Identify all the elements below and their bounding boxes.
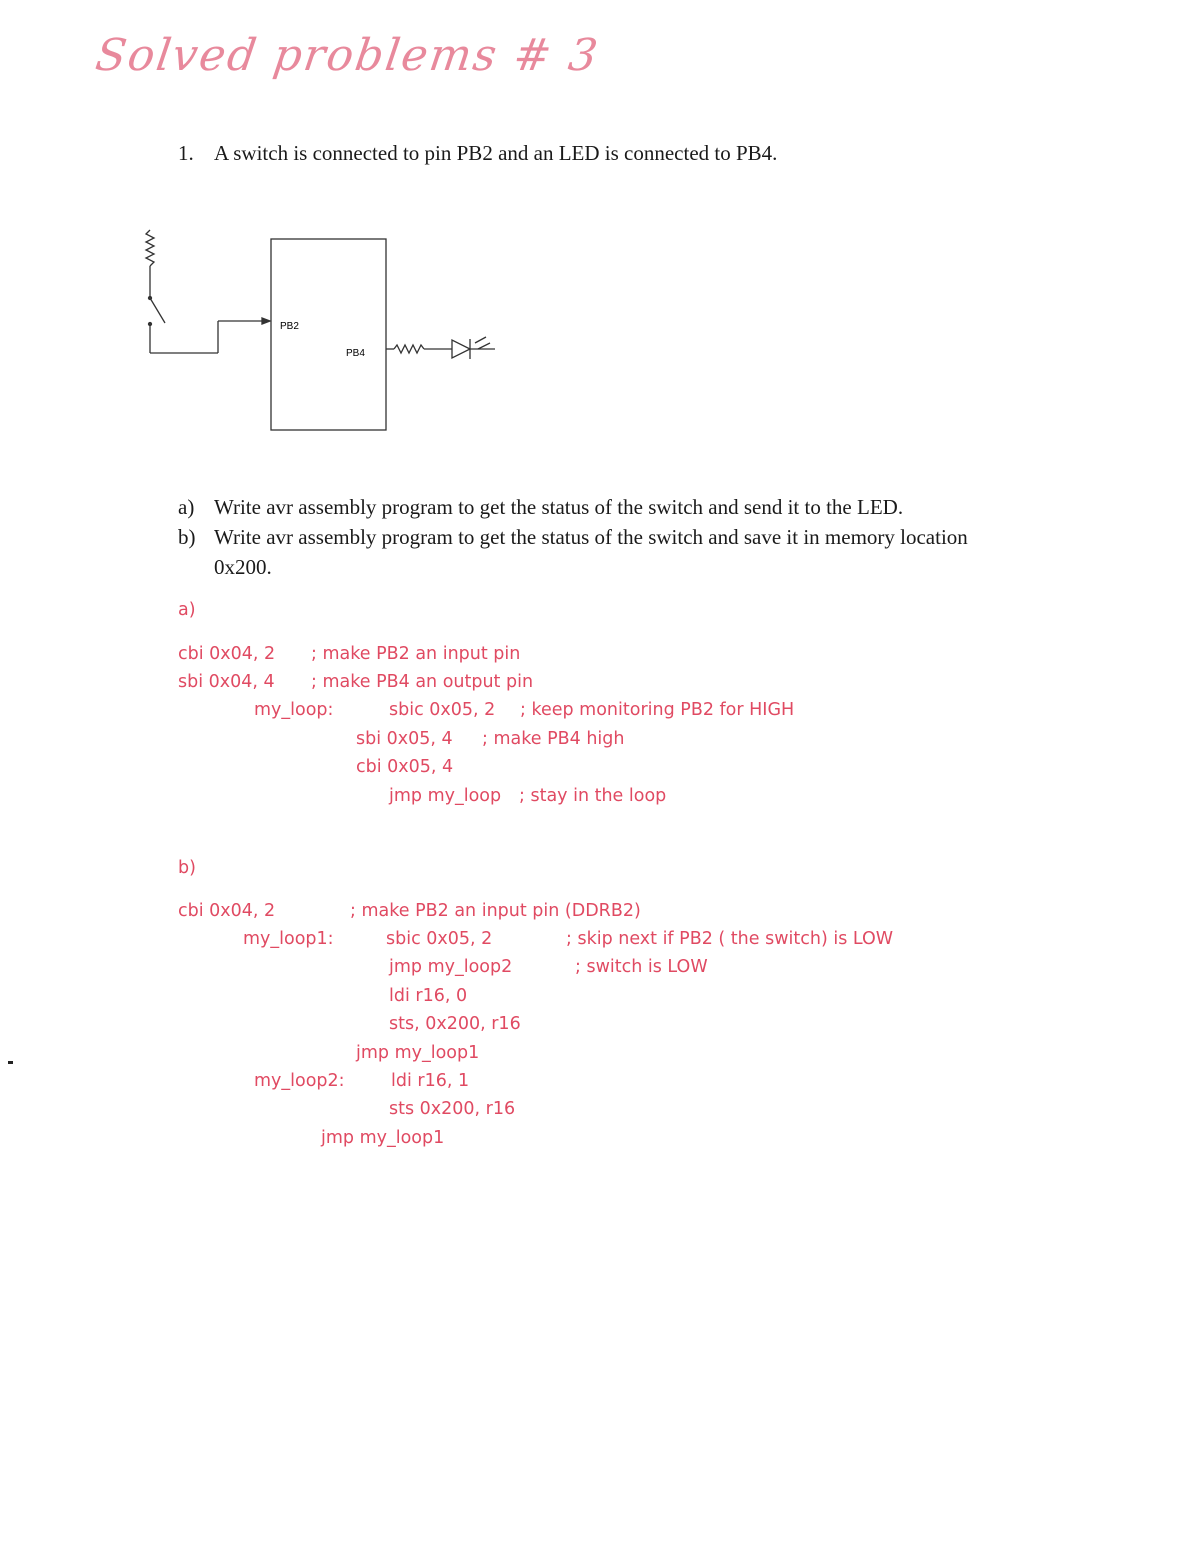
mcu-box (271, 239, 386, 430)
led-resistor (394, 345, 424, 353)
part-a-label: a) (178, 495, 195, 519)
code-line: sbi 0x05, 4 (356, 729, 453, 749)
code-line: sbi 0x04, 4 (178, 672, 275, 692)
code-comment: ; make PB2 an input pin (311, 644, 521, 664)
code-comment: ; switch is LOW (575, 957, 708, 977)
code-label: my_loop2: (254, 1071, 345, 1091)
part-b-text-cont: 0x200. (214, 555, 272, 579)
part-b-text: Write avr assembly program to get the status of the switch and save it in memory location (214, 525, 968, 549)
handwritten-title: Solved problems # 3 (92, 30, 603, 81)
code-comment: ; skip next if PB2 ( the switch) is LOW (566, 929, 894, 949)
code-comment: ; make PB4 high (482, 729, 625, 749)
code-comment: ; stay in the loop (519, 786, 667, 806)
code-line: ldi r16, 1 (391, 1071, 470, 1091)
problem-statement: A switch is connected to pin PB2 and an LED is connected to PB4. (214, 141, 778, 165)
code-comment: ; make PB2 an input pin (DDRB2) (350, 901, 641, 921)
code-line: sbic 0x05, 2 (386, 929, 493, 949)
problem-number: 1. (178, 141, 194, 165)
code-label: my_loop1: (243, 929, 334, 949)
code-comment: ; keep monitoring PB2 for HIGH (520, 700, 795, 720)
pb2-label: PB2 (280, 321, 299, 332)
code-line: jmp my_loop1 (321, 1128, 445, 1148)
circuit-diagram (130, 225, 530, 440)
scan-mark (8, 1061, 13, 1064)
code-line: cbi 0x05, 4 (356, 757, 454, 777)
code-line: jmp my_loop1 (356, 1043, 480, 1063)
solution-a-heading: a) (178, 600, 196, 620)
code-line: jmp my_loop (389, 786, 502, 806)
code-line: sts, 0x200, r16 (389, 1014, 521, 1034)
part-a-text: Write avr assembly program to get the status of the switch and send it to the LED. (214, 495, 904, 519)
solution-b-heading: b) (178, 858, 196, 878)
switch (150, 298, 165, 323)
code-line: sts 0x200, r16 (389, 1099, 516, 1119)
code-line: cbi 0x04, 2 (178, 644, 276, 664)
code-line: sbic 0x05, 2 (389, 700, 496, 720)
code-line: jmp my_loop2 (389, 957, 513, 977)
led (452, 340, 470, 358)
code-label: my_loop: (254, 700, 334, 720)
code-line: ldi r16, 0 (389, 986, 468, 1006)
pb4-label: PB4 (346, 348, 365, 359)
code-comment: ; make PB4 an output pin (311, 672, 534, 692)
part-b-label: b) (178, 525, 196, 549)
pullup-resistor (146, 230, 154, 266)
code-line: cbi 0x04, 2 (178, 901, 276, 921)
